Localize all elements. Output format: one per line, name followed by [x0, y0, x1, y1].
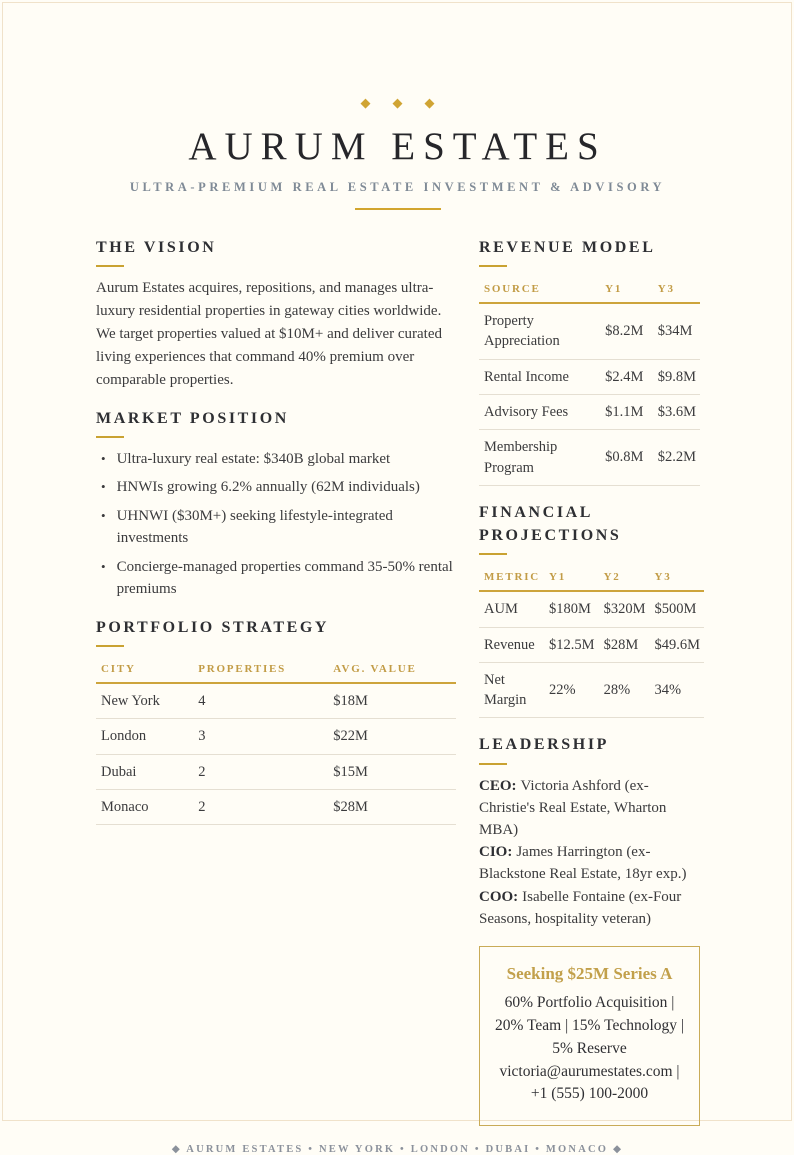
- list-item: [101, 556, 456, 601]
- table-cell: $0.8M: [600, 430, 653, 486]
- header-divider-rule: [355, 208, 441, 210]
- table-cell: London: [96, 719, 193, 754]
- left-column: [96, 236, 456, 1127]
- market-position-heading: MARKET POSITION: [96, 409, 289, 427]
- table-cell: $1.1M: [600, 394, 653, 429]
- heading-underline: [479, 763, 507, 765]
- financial-projections-heading: FINANCIAL PROJECTIONS: [479, 503, 622, 545]
- table-cell: $34M: [653, 303, 700, 359]
- table-cell: Membership Program: [479, 430, 600, 486]
- table-cell: $180M: [544, 591, 599, 627]
- funding-cta-title: Seeking $25M Series A: [506, 963, 673, 983]
- diamond-ornament-row: [96, 95, 699, 111]
- column-header: CITY: [96, 657, 193, 683]
- leader-role-label: CIO:: [479, 844, 513, 861]
- table-cell: Rental Income: [479, 359, 600, 394]
- table-cell: $22M: [328, 719, 456, 754]
- column-header: SOURCE: [479, 277, 600, 303]
- vision-heading: THE VISION: [96, 238, 217, 256]
- table-cell: $15M: [328, 754, 456, 789]
- page-subtitle: ULTRA-PREMIUM REAL ESTATE INVESTMENT & ADVISORY: [129, 179, 666, 194]
- table-header-row: [479, 565, 704, 591]
- table-cell: AUM: [479, 591, 544, 627]
- table-row: [479, 627, 704, 662]
- table-cell: 34%: [649, 662, 704, 718]
- financial-projections-table: [479, 565, 704, 718]
- heading-underline: [479, 553, 507, 555]
- diamond-icon: ◆: [360, 95, 371, 110]
- vision-paragraph: Aurum Estates acquires, repositions, and manages ultra-luxury residential properties in gateway cities worldwide. We target properties valued at $10M+ and deliver curated living experiences that command 40% premium over comparable properties.: [96, 280, 443, 388]
- revenue-model-heading: REVENUE MODEL: [479, 238, 656, 256]
- column-header: PROPERTIES: [193, 657, 328, 683]
- table-row: [96, 790, 456, 825]
- table-row: [96, 683, 456, 719]
- heading-underline: [96, 436, 124, 438]
- bullet-icon: •: [101, 450, 106, 466]
- heading-underline: [96, 645, 124, 647]
- table-cell: Revenue: [479, 627, 544, 662]
- market-position-list: [96, 448, 456, 601]
- table-header-row: [96, 657, 456, 683]
- table-cell: Dubai: [96, 754, 193, 789]
- table-cell: 4: [193, 683, 328, 719]
- table-cell: Net Margin: [479, 662, 544, 718]
- list-item-text: Ultra-luxury real estate: $340B global market: [116, 450, 391, 467]
- section-market-position: [96, 407, 456, 601]
- portfolio-strategy-table: [96, 657, 456, 825]
- leader-bio: Isabelle Fontaine (ex-Four Seasons, hospitality veteran): [479, 888, 682, 927]
- table-cell: $320M: [599, 591, 650, 627]
- table-row: [479, 394, 700, 429]
- list-item-text: Concierge-managed properties command 35-50% rental premiums: [116, 558, 453, 598]
- table-cell: $2.2M: [653, 430, 700, 486]
- table-row: [479, 359, 700, 394]
- table-cell: $18M: [328, 683, 456, 719]
- document-header: [96, 95, 699, 210]
- right-column: [479, 236, 700, 1127]
- table-cell: $28M: [599, 627, 650, 662]
- table-row: [96, 754, 456, 789]
- page-title: AURUM ESTATES: [188, 125, 607, 168]
- table-cell: $12.5M: [544, 627, 599, 662]
- document-footer: ◆ AURUM ESTATES • NEW YORK • LONDON • DUBAI • MONACO ◆: [171, 1144, 624, 1155]
- bullet-icon: •: [101, 479, 106, 495]
- heading-underline: [479, 265, 507, 267]
- table-cell: 28%: [599, 662, 650, 718]
- table-cell: $8.2M: [600, 303, 653, 359]
- funding-contact-text: victoria@aurumestates.com | +1 (555) 100-2000: [499, 1062, 680, 1103]
- leader-role-label: COO:: [479, 888, 519, 905]
- section-revenue-model: [479, 236, 700, 486]
- table-cell: 3: [193, 719, 328, 754]
- column-header: Y3: [649, 565, 704, 591]
- column-header: METRIC: [479, 565, 544, 591]
- leader-entry: [479, 886, 700, 930]
- table-row: [479, 662, 704, 718]
- funding-cta-box: [479, 946, 700, 1126]
- document-page: [2, 2, 792, 1155]
- table-cell: $500M: [649, 591, 704, 627]
- table-row: [479, 430, 700, 486]
- list-item: [101, 448, 456, 471]
- table-cell: Advisory Fees: [479, 394, 600, 429]
- column-header: Y3: [653, 277, 700, 303]
- table-row: [479, 303, 700, 359]
- column-header: Y2: [599, 565, 650, 591]
- table-cell: New York: [96, 683, 193, 719]
- column-header: Y1: [600, 277, 653, 303]
- column-header: Y1: [544, 565, 599, 591]
- table-row: [96, 719, 456, 754]
- content-columns: [96, 236, 699, 1127]
- table-cell: $49.6M: [649, 627, 704, 662]
- table-header-row: [479, 277, 700, 303]
- heading-underline: [96, 265, 124, 267]
- table-cell: Property Appreciation: [479, 303, 600, 359]
- leader-entry: [479, 841, 700, 885]
- list-item: [101, 476, 456, 499]
- revenue-model-table: [479, 277, 700, 486]
- leader-bio: Victoria Ashford (ex-Christie's Real Estate, Wharton MBA): [479, 777, 667, 838]
- diamond-icon: ◆: [424, 95, 435, 110]
- funding-allocation-text: 60% Portfolio Acquisition | 20% Team | 15% Technology | 5% Reserve: [495, 993, 684, 1057]
- table-cell: $28M: [328, 790, 456, 825]
- list-item-text: UHNWI ($30M+) seeking lifestyle-integrated investments: [116, 507, 393, 547]
- table-cell: Monaco: [96, 790, 193, 825]
- column-header: AVG. VALUE: [328, 657, 456, 683]
- list-item-text: HNWIs growing 6.2% annually (62M individuals): [116, 479, 420, 496]
- bullet-icon: •: [101, 507, 106, 523]
- leader-role-label: CEO:: [479, 777, 517, 794]
- leader-entry: [479, 775, 700, 842]
- table-cell: $3.6M: [653, 394, 700, 429]
- portfolio-strategy-heading: PORTFOLIO STRATEGY: [96, 618, 330, 636]
- leader-bio: James Harrington (ex-Blackstone Real Estate, 18yr exp.): [479, 844, 687, 883]
- table-cell: $2.4M: [600, 359, 653, 394]
- section-financial-projections: [479, 501, 700, 719]
- leadership-heading: LEADERSHIP: [479, 736, 610, 754]
- table-cell: 22%: [544, 662, 599, 718]
- table-row: [479, 591, 704, 627]
- section-vision: [96, 236, 456, 392]
- table-cell: 2: [193, 754, 328, 789]
- section-portfolio-strategy: [96, 616, 456, 825]
- bullet-icon: •: [101, 558, 106, 574]
- table-cell: 2: [193, 790, 328, 825]
- list-item: [101, 505, 456, 550]
- diamond-icon: ◆: [392, 95, 403, 110]
- section-leadership: [479, 733, 700, 930]
- table-cell: $9.8M: [653, 359, 700, 394]
